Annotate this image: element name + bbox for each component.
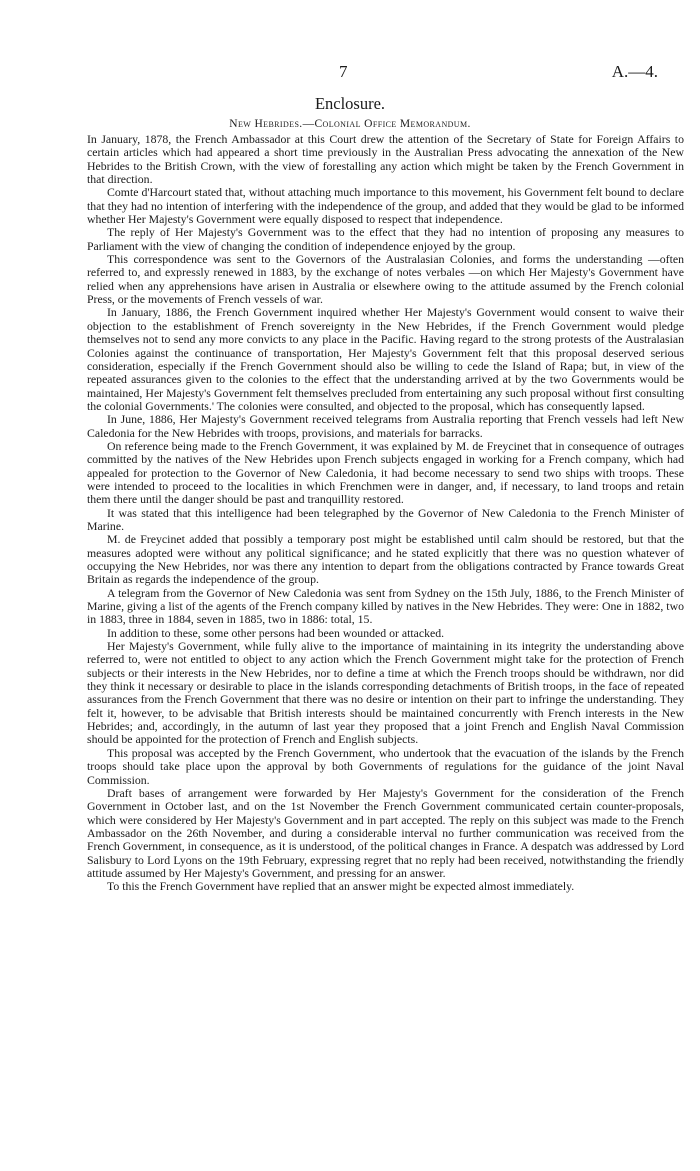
- paragraph: Her Majesty's Government, while fully alive to the importance of maintaining in its integrity the understanding above referred to, were not entitled to object to any action which the French Government might take for the protection of French subjects or their interests in the New Hebrides, nor to define a time at which the French troops should be withdrawn, nor did they think it necessary or desirable to place in the islands corresponding detachments of British troops, in the face of repeated assurances from the French Government that there was no desire or intention on their part to infringe the understanding. They felt it, however, to be advisable that British interests should be maintained concurrently with French interests in the New Hebrides; and, accordingly, in the autumn of last year they proposed that a joint French and English Naval Commission should be appointed for the protection of French and English subjects.: [87, 639, 684, 747]
- enclosure-title: Enclosure.: [314, 94, 386, 113]
- paragraph: Draft bases of arrangement were forwarded by Her Majesty's Government for the consideration of the French Government in October last, and on the 1st November the French Government communicated certain counter-proposals, which were considered by Her Majesty's Government and in part accepted. The reply on this subject was made to the French Ambassador on the 26th November, and during a considerable interval no further communication was received from the French Government, in consequence, as it is understood, of the political changes in France. A despatch was addressed by Lord Salisbury to Lord Lyons on the 19th February, expressing regret that no reply had been received, notwithstanding the friendly attitude assumed by Her Majesty's Government, and pressing for an answer.: [87, 785, 684, 880]
- paragraph: To this the French Government have replied that an answer might be expected almost immediately.: [107, 879, 575, 894]
- paragraph: M. de Freycinet added that possibly a temporary post might be established until calm should be restored, but that the measures adopted were without any political significance; and he stated explicitly that there was no question whatever of occupying the New Hebrides, nor was there any intention to depart from the obligations contracted by France towards Great Britain as regards the independence of the group.: [87, 532, 684, 587]
- memorandum-subtitle: New Hebrides.—Colonial Office Memorandum.: [229, 118, 471, 130]
- paragraph: In addition to these, some other persons had been wounded or attacked.: [107, 625, 445, 640]
- paragraph: In January, 1878, the French Ambassador at this Court drew the attention of the Secretary of State for Foreign Affairs to certain articles which had appeared a short time previously in the Australian Press advocating the annexation of the New Hebrides to the British Crown, with the view of forestalling any action which might be taken by the French Government in that direction.: [87, 132, 684, 187]
- paragraph: A telegram from the Governor of New Caledonia was sent from Sydney on the 15th July, 1886, to the French Minister of Marine, giving a list of the agents of the French company killed by natives in the New Hebrides. They were: One in 1882, two in 1883, three in 1884, seven in 1885, two in 1886: total, 15.: [87, 585, 684, 627]
- paragraph: This correspondence was sent to the Governors of the Australasian Colonies, and forms the understanding —often referred to, and expressly renewed in 1883, by the exchange of notes verbales —on which Her Majesty's Government have relied when any apprehensions have arisen in Australia or elsewhere owing to the attitude assumed by the French colonial Press, or the movements of French vessels of war.: [87, 252, 684, 307]
- paragraph: It was stated that this intelligence had been telegraphed by the Governor of New Caledonia to the French Minister of Marine.: [87, 505, 684, 533]
- memorandum-body: [87, 133, 684, 894]
- paragraph: Comte d'Harcourt stated that, without attaching much importance to this movement, his Government felt bound to declare that they had no intention of interfering with the independence of the group, and added that they would be glad to be informed whether Her Majesty's Government were equally disposed to respect that independence.: [87, 185, 684, 227]
- paragraph: This proposal was accepted by the French Government, who undertook that the evacuation of the islands by the French troops should take place upon the approval by both Governments of regulations for the guidance of the joint Naval Commission.: [87, 745, 684, 787]
- page-header: [0, 62, 700, 86]
- paragraph: On reference being made to the French Government, it was explained by M. de Freycinet that in consequence of outrages committed by the natives of the New Hebrides upon French subjects engaged in working for a French company, which had appealed for protection to the Governor of New Caledonia, it had become necessary to send two ships with troops. These were intended to proceed to the localities in which Frenchmen were in danger, and, if necessary, to land troops and retain them there until the danger should be past and tranquillity restored.: [87, 438, 684, 507]
- paragraph: The reply of Her Majesty's Government was to the effect that they had no intention of proposing any measures to Parliament with the view of changing the condition of independence enjoyed by the group.: [87, 225, 684, 253]
- document-reference: A.—4.: [611, 62, 658, 81]
- page-number: 7: [339, 62, 348, 81]
- paragraph: In June, 1886, Her Majesty's Government received telegrams from Australia reporting that French vessels had left New Caledonia for the New Hebrides with troops, provisions, and materials for barracks.: [87, 412, 684, 440]
- paragraph: In January, 1886, the French Government inquired whether Her Majesty's Government would consent to waive their objection to the establishment of French sovereignty in the New Hebrides, if the French Government would pledge themselves not to send any more convicts to any place in the Pacific. Having regard to the strong protests of the Australasian Colonies against the continuance of transportation, Her Majesty's Government felt that this proposal deserved serious consideration, especially if the French Government should also be willing to cede the Island of Rapa; but, in view of the repeated assurances given to the colonies to the effect that the understanding arrived at by the two Governments would be maintained, Her Majesty's Government felt themselves precluded from entertaining any such proposal without first consulting the colonial Governments.' The colonies were consulted, and objected to the proposal, which has consequently lapsed.: [87, 305, 684, 413]
